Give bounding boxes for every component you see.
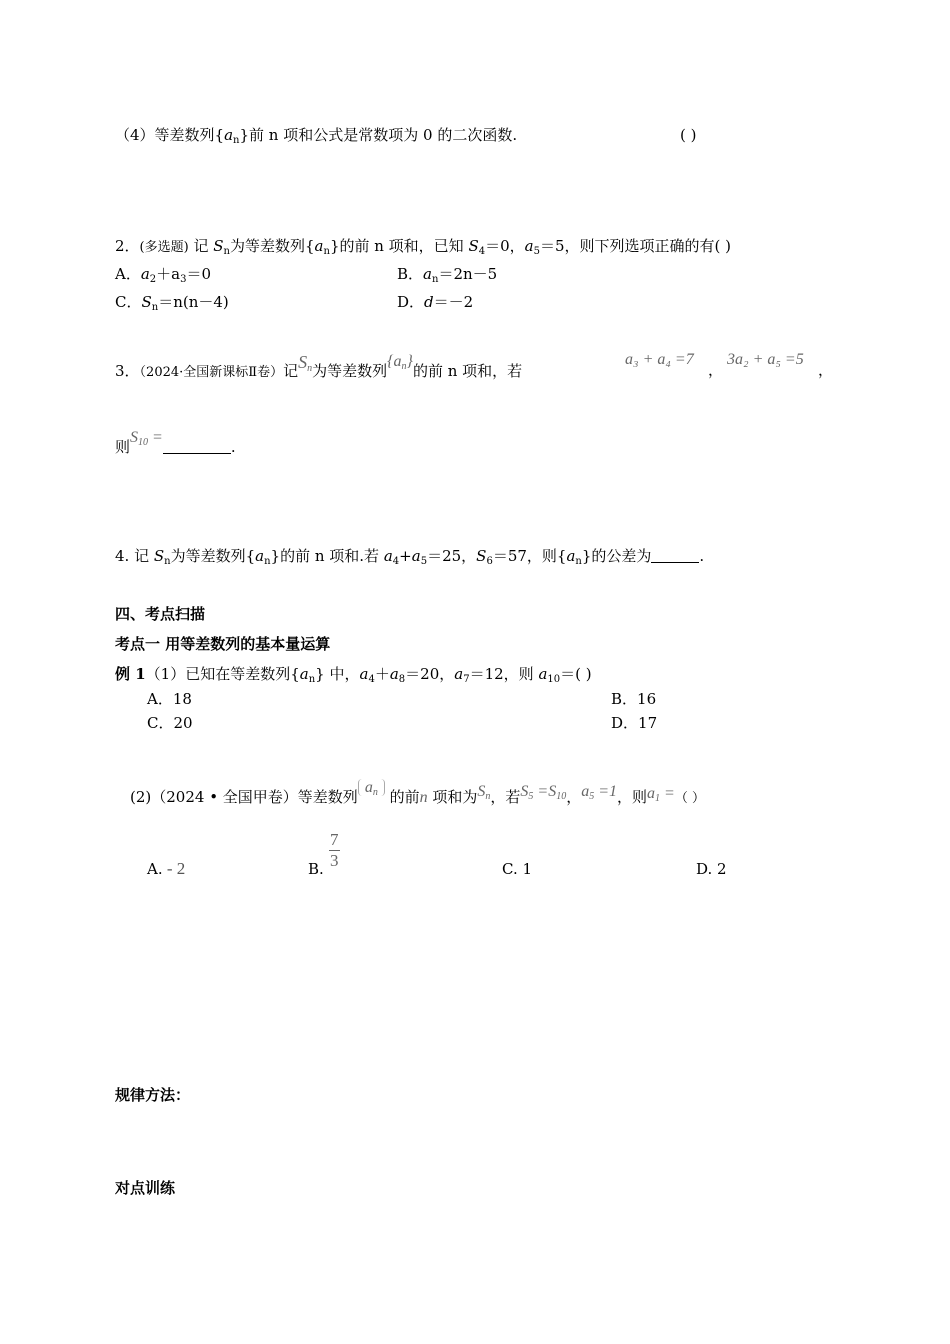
answer-blank <box>651 548 699 563</box>
ex2-option-a: A. - 2 <box>147 859 186 878</box>
section-title: 四、考点扫描 <box>115 605 206 623</box>
ex1-option-d: D．17 <box>611 714 658 732</box>
ex2-option-c: C. 1 <box>502 860 533 878</box>
answer-paren: ( ) <box>680 126 697 144</box>
statement-4: （4）等差数列$\{a_n\}$前 n 项和公式是常数项为 0 的二次函数. <box>115 126 518 146</box>
ex2-option-d: D. 2 <box>696 860 727 878</box>
q2-option-c: C．$S_n=n(n-4)$ <box>115 293 229 313</box>
example-1-part-2: (2)（2024 • 全国甲卷）等差数列$a_n$ 的前n 项和为$S_n$，若$S_5 =S_{10}$，$a_5 =1$，则$a_1$ =（ ） <box>130 779 705 806</box>
training-heading: 对点训练 <box>115 1179 176 1197</box>
method-heading: 规律方法： <box>115 1086 191 1104</box>
q3-answer-line: 则$S_{10}$ =. <box>115 429 236 456</box>
answer-blank <box>163 439 231 454</box>
question-2: 2．(多选题) 记 $S_n$为等差数列$\{a_n\}$的前 n 项和，已知 $S_4=0$，$a_5=5$，则下列选项正确的有( ) <box>115 237 732 257</box>
ex1-option-a: A．18 <box>147 690 192 708</box>
ex2-option-b: B. <box>308 860 324 878</box>
ex1-option-c: C．20 <box>147 714 193 732</box>
q3-condition-2: 3a₂ + a₅ =5 <box>727 351 804 368</box>
question-4: 4. 记 $S_n$为等差数列$\{a_n\}$的前 n 项和.若 $a_4+a_5=25$，$S_6=57$，则$\{a_n\}$的公差为 . <box>115 547 705 567</box>
q3-condition-1: a₃ + a₄ =7 <box>625 351 694 368</box>
q3-comma-2: ， <box>818 361 834 379</box>
q3-comma: ， <box>708 361 724 379</box>
q2-option-b: B．$a_n=2n-5$ <box>397 265 498 285</box>
ex1-option-b: B．16 <box>611 690 657 708</box>
q2-option-a: A．$a_2+a_3=0$ <box>115 265 212 285</box>
fraction-seven-thirds: $\frac{7}{3}$ <box>330 830 339 870</box>
point-title: 考点一 用等差数列的基本量运算 <box>115 635 331 653</box>
question-3: 3．（2024·全国新课标Ⅱ卷）记$S_n$为等差数列$\{a_n\}$的前 n 项和，若 <box>115 352 523 380</box>
example-1: 例 1（1）已知在等差数列$\{a_n\}$ 中，$a_4+a_8=20$，$a_7=12$，则 $a_{10}=$( ) <box>115 665 592 685</box>
q2-option-d: D．d＝－2 <box>397 293 474 311</box>
